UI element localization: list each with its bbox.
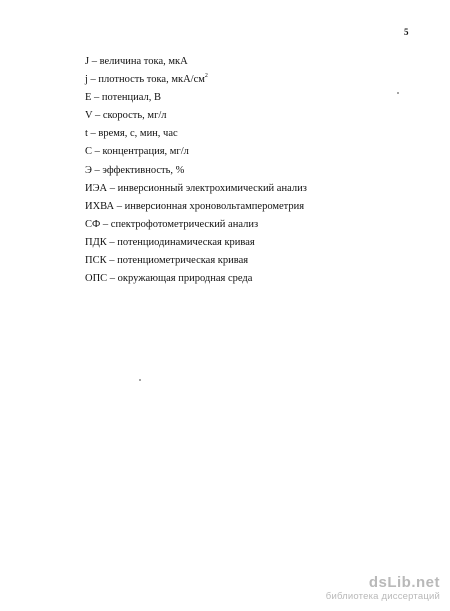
- watermark-logo: dsLib.net: [368, 574, 440, 591]
- abbreviation-item: [85, 273, 307, 291]
- abbreviation-text: j – плотность тока, мкА/см: [85, 74, 205, 86]
- watermark-tagline: библиотека диссертаций: [325, 591, 440, 602]
- scan-speck: [397, 92, 399, 94]
- abbreviation-text: V – скорость, мг/л: [85, 110, 167, 122]
- abbreviation-item: [85, 92, 307, 110]
- abbreviation-item: [85, 56, 307, 74]
- abbreviation-item: [85, 183, 307, 201]
- abbreviation-text: ОПС – окружающая природная среда: [85, 273, 253, 285]
- superscript: 2: [204, 73, 208, 80]
- abbreviation-text: ИХВА – инверсионная хроновольтамперометрия: [85, 200, 305, 212]
- abbreviation-item: [85, 237, 307, 255]
- abbreviation-text: ПДК – потенциодинамическая кривая: [85, 236, 255, 248]
- abbreviation-text: С – концентрация, мг/л: [85, 146, 189, 158]
- abbreviation-item: [85, 110, 307, 128]
- page-number: 5: [404, 27, 409, 37]
- abbreviation-item: [85, 146, 307, 164]
- abbreviation-item: [85, 128, 307, 146]
- abbreviation-text: E – потенциал, В: [85, 92, 161, 104]
- abbreviation-text: ПСК – потенциометрическая кривая: [85, 255, 249, 267]
- abbreviation-text: t – время, с, мин, час: [85, 128, 178, 140]
- abbreviation-item: [85, 219, 307, 237]
- abbreviation-text: Э – эффективность, %: [85, 164, 185, 176]
- abbreviation-list: [85, 56, 307, 291]
- abbreviation-item: [85, 255, 307, 273]
- watermark: [326, 575, 440, 603]
- abbreviation-text: J – величина тока, мкА: [85, 56, 188, 67]
- abbreviation-text: СФ – спектрофотометрический анализ: [85, 218, 259, 230]
- scan-speck: [139, 379, 141, 381]
- abbreviation-text: ИЭА – инверсионный электрохимический анализ: [85, 182, 307, 194]
- abbreviation-item: [85, 201, 307, 219]
- abbreviation-item: [85, 74, 307, 92]
- abbreviation-item: [85, 165, 307, 183]
